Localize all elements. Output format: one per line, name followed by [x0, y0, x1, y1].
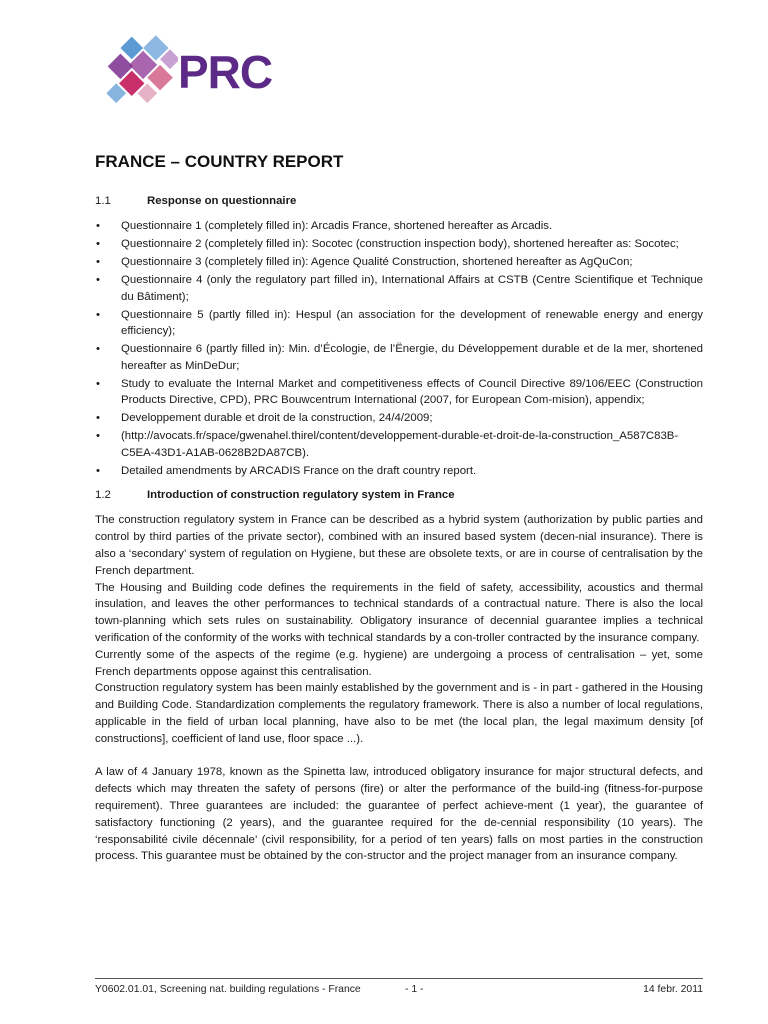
paragraph-spacer: [95, 748, 703, 765]
paragraph: Construction regulatory system has been mainly established by the government and is - in part - gathered in the Housing and Building Code. Standardization complements the regulatory framework. There is also a number of local regulations, applicable in the field of urban local planning, have also to be met (the local plan, the legal maximum density [of constructions], coefficient of land use, floor space ...).: [95, 682, 703, 745]
section-heading: [95, 193, 703, 209]
paragraph: The construction regulatory system in France can be described as a hybrid system (authorization by public parties and control by third parties of the private sector), combined with an insured based system (decen-nial insurance). There is also a ‘secondary’ system of regulation on Hygiene, but these are obsolete texts, or are in course of centralisation by the French department.: [95, 514, 703, 577]
list-item: • Questionnaire 1 (completely filled in): Arcadis France, shortened hereafter as Arcadis.: [96, 220, 553, 232]
section-title: Response on questionnaire: [147, 195, 297, 207]
list-item: • Questionnaire 3 (completely filled in): Agence Qualité Construction, shortened hereafter as AgQuCon;: [96, 255, 633, 268]
footer-divider: [95, 978, 703, 979]
logo-text: PRC: [178, 46, 273, 98]
document-reference: Y0602.01.01, Screening nat. building regulations - France: [95, 984, 361, 995]
page-number: - 1 -: [405, 984, 424, 995]
questionnaire-list: [95, 218, 703, 479]
list-item: • Detailed amendments by ARCADIS France on the draft country report.: [96, 464, 477, 477]
paragraph: Currently some of the aspects of the regime (e.g. hygiene) are undergoing a process of centralisation – yet, some French departments oppose against this centralisation.: [95, 648, 703, 678]
logo-mark: [94, 28, 178, 116]
section-number: 1.2: [95, 489, 111, 502]
paragraph: A law of 4 January 1978, known as the Spinetta law, introduced obligatory insurance for major structural defects, and defects which may threaten the safety of persons (fire) or alter the performance of the build-ing (fitness-for-purpose requirement). Three guarantees are included: the guarantee of perfect achieve-ment (1 year), the guarantee of satisfactory functioning (2 years), and the guarantee required for the de-cennial responsibility (10 years). The ‘responsabilité civile décennale’ (civil responsibility, for a period of ten years) falls on most parties in the construction process. This guarantee must be obtained by the con-structor and the project manager from an insurance company.: [95, 766, 703, 863]
list-item: • Questionnaire 4 (only the regulatory part filled in), International Affairs at CSTB (Centre Scientifique et Technique du Bâtiment);: [96, 273, 703, 303]
section-title: Introduction of construction regulatory system in France: [147, 489, 455, 502]
list-item: • Questionnaire 5 (partly filled in): Hespul (an association for the development of renewable energy and energy efficiency);: [96, 308, 703, 338]
list-item: • Study to evaluate the Internal Market and competitiveness effects of Council Directive 89/106/EEC (Construction Products Directive, CPD), PRC Bouwcentrum International (2007, for European Com-mision), appendix;: [96, 377, 703, 407]
section-heading: [95, 487, 703, 503]
section-number: 1.1: [95, 195, 111, 207]
paragraph: The Housing and Building code defines the requirements in the field of safety, accessibility, acoustics and thermal insulation, and leaves the other performances to technical standards of a contractual nature. There is also the local town-planning which sets rules on sustainability. Obligatory insurance of decennial guarantee implies a technical verification of the conformity of the works with technical standards by a con-troller contracted by the insurance company.: [95, 581, 703, 644]
list-item: • Questionnaire 2 (completely filled in): Socotec (construction inspection body), shortened hereafter as: Socotec;: [96, 237, 679, 250]
prc-logo: [94, 28, 324, 116]
list-item: • Questionnaire 6 (partly filled in): Min. d’Écologie, de l’Ënergie, du Développement durable et de la mer, shortened hereafter as MinDeDur;: [96, 343, 703, 372]
report-body: [95, 193, 703, 865]
section-body: [95, 512, 703, 865]
list-item: • Developpement durable et droit de la construction, 24/4/2009;: [96, 412, 433, 425]
list-item: • (http://avocats.fr/space/gwenahel.thirel/content/developpement-durable-et-droit-de-la-construction_A587C83B-C5EA-43D1-A1AB-0628B2DA87CB).: [96, 430, 679, 459]
document-date: 14 febr. 2011: [643, 984, 703, 995]
page-title: FRANCE – COUNTRY REPORT: [95, 152, 344, 171]
